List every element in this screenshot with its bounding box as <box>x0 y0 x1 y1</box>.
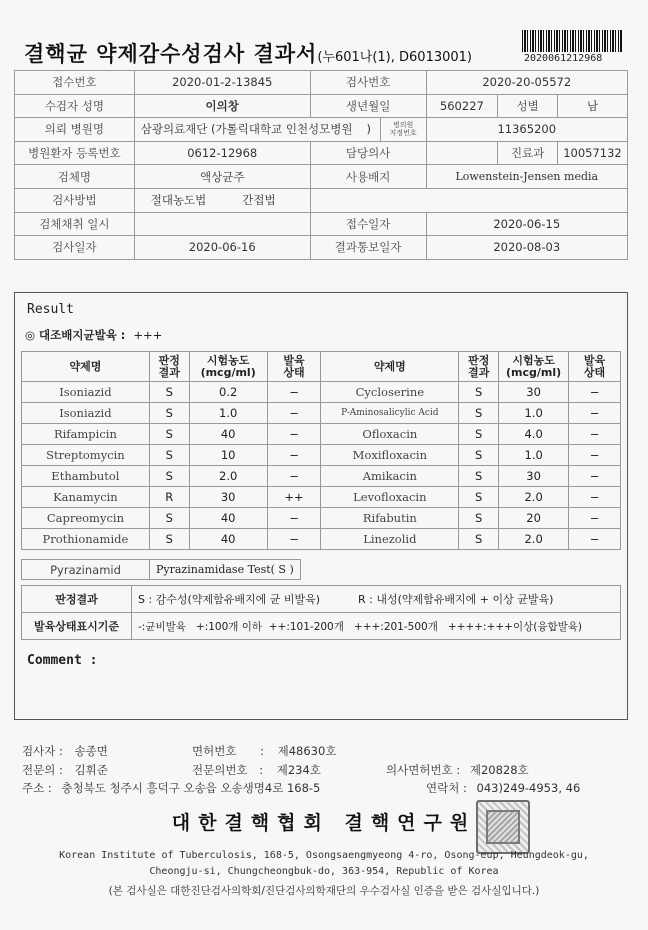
pyrazinamide-label: Pyrazinamid <box>22 560 150 580</box>
header-judge <box>149 352 189 382</box>
designation-label <box>380 118 426 142</box>
header-judge-right-1: 판정 <box>468 353 490 367</box>
table-row <box>22 403 621 424</box>
result: S <box>149 529 189 550</box>
method <box>134 188 310 212</box>
certification-note: (본 검사실은 대한진단검사의학회/진단검사의학재단의 우수검사실 인증을 받은 검사실입니다.) <box>108 885 540 897</box>
official-seal-inner <box>486 810 520 844</box>
patient-info-table <box>14 70 628 260</box>
drug-name-right: Amikacin <box>321 466 459 487</box>
license-line: 면허번호 : 제48630호 <box>192 744 337 758</box>
hospital-name: 삼광의료재단 (가톨릭대학교 인천성모병원 <box>140 122 353 137</box>
header-conc-1: 시험농도 <box>206 353 250 367</box>
info-row <box>15 188 628 212</box>
result: S <box>149 403 189 424</box>
pyrazinamide-value: Pyrazinamidase Test( S ) <box>150 560 301 580</box>
criteria-row <box>22 613 621 640</box>
concentration: 40 <box>189 424 267 445</box>
drug-table-body <box>22 352 621 550</box>
table-row <box>22 445 621 466</box>
header-conc-right <box>499 352 569 382</box>
control-growth-label: ◎ 대조배지균발육 : <box>25 328 126 342</box>
org-address-en-2: Cheongju-si, Chungcheongbuk-do, 363-954, Republic of Korea <box>149 866 499 877</box>
growth: − <box>267 424 321 445</box>
drug-name-right: Moxifloxacin <box>321 445 459 466</box>
concentration: 1.0 <box>189 403 267 424</box>
contact: 043)249-4953, 46 <box>476 781 581 795</box>
concentration-right: 2.0 <box>499 487 569 508</box>
drug-name-right: P-Aminosalicylic Acid <box>321 403 459 424</box>
criteria-table <box>21 585 621 640</box>
sex-label: 성별 <box>498 94 558 118</box>
drug-name: Rifampicin <box>22 424 150 445</box>
receive-date: 2020-06-15 <box>426 212 627 236</box>
license-label: 면허번호 <box>192 744 237 758</box>
header-drug-right: 약제명 <box>321 352 459 382</box>
header-judge-right <box>459 352 499 382</box>
reg-no-label: 병원환자 등록번호 <box>15 141 135 165</box>
pyrazinamide-row <box>22 560 301 580</box>
growth-right: − <box>569 466 621 487</box>
header-growth-right-1: 발육 <box>583 353 606 367</box>
control-growth <box>25 327 162 343</box>
result-section <box>14 292 628 720</box>
growth: − <box>267 466 321 487</box>
control-growth-value: +++ <box>133 328 163 342</box>
header-conc-2: (mcg/ml) <box>200 365 256 379</box>
hospital <box>134 118 380 142</box>
header-growth-1: 발육 <box>283 353 305 367</box>
dept-label: 진료과 <box>498 141 558 165</box>
tester-label: 검사자 : <box>22 744 63 758</box>
result-right: S <box>459 445 499 466</box>
test-date-label: 검사일자 <box>15 236 135 260</box>
barcode-number: 2020061212968 <box>524 53 603 64</box>
pyrazinamide-table <box>21 559 301 580</box>
header-judge-right-2: 결과 <box>468 365 490 379</box>
drug-name: Capreomycin <box>22 508 150 529</box>
concentration: 2.0 <box>189 466 267 487</box>
collect-date-label: 검체채취 일시 <box>15 212 135 236</box>
info-row <box>15 141 628 165</box>
contact-line <box>426 780 580 796</box>
license-no: 제48630호 <box>277 744 337 758</box>
result: S <box>149 382 189 403</box>
header-growth-right-2: 상태 <box>583 365 606 379</box>
judge-s: S : 감수성(약제함유배지에 균 비발육) <box>138 593 321 606</box>
drug-name: Kanamycin <box>22 487 150 508</box>
header-conc-right-1: 시험농도 <box>512 353 555 367</box>
designation-no: 11365200 <box>426 118 627 142</box>
method-2: 간접법 <box>242 193 276 208</box>
receipt-no: 2020-01-2-13845 <box>134 71 310 95</box>
doctor-label: 담당의사 <box>310 141 426 165</box>
address: 충청북도 청주시 흥덕구 오송읍 오송생명4로 168-5 <box>61 781 321 795</box>
result-title: Result <box>27 302 74 317</box>
specimen: 액상균주 <box>134 165 310 189</box>
specialist-no: 제234호 <box>276 763 321 777</box>
growth-criteria-label: 발육상태표시기준 <box>22 613 132 640</box>
result-right: S <box>459 529 499 550</box>
comment-label: Comment : <box>27 653 98 668</box>
collect-date <box>134 212 310 236</box>
specialist-no-label: 전문의번호 <box>192 763 248 777</box>
method-1: 절대농도법 <box>150 193 207 208</box>
result: S <box>149 466 189 487</box>
drug-table-header <box>22 352 621 382</box>
growth-right: − <box>569 403 621 424</box>
test-no-label: 검사번호 <box>310 71 426 95</box>
table-row <box>22 529 621 550</box>
doctor <box>426 141 498 165</box>
concentration: 30 <box>189 487 267 508</box>
concentration: 10 <box>189 445 267 466</box>
concentration-right: 1.0 <box>499 403 569 424</box>
header-conc-right-2: (mcg/ml) <box>506 365 562 379</box>
hospital-label: 의뢰 병원명 <box>15 118 135 142</box>
doctor-license-label: 의사면허번호 : <box>386 763 461 777</box>
concentration-right: 30 <box>499 466 569 487</box>
growth: − <box>267 403 321 424</box>
hospital-close: ) <box>366 122 371 137</box>
growth-right: − <box>569 382 621 403</box>
drug-name: Streptomycin <box>22 445 150 466</box>
growth-right: − <box>569 508 621 529</box>
drug-name: Prothionamide <box>22 529 150 550</box>
result: R <box>149 487 189 508</box>
test-date: 2020-06-16 <box>134 236 310 260</box>
result: S <box>149 508 189 529</box>
result-right: S <box>459 403 499 424</box>
report-date: 2020-08-03 <box>426 236 627 260</box>
growth-right: − <box>569 529 621 550</box>
reg-no: 0612-12968 <box>134 141 310 165</box>
receive-date-label: 접수일자 <box>310 212 426 236</box>
dept: 10057132 <box>557 141 627 165</box>
info-row <box>15 236 628 260</box>
specimen-label: 검체명 <box>15 165 135 189</box>
drug-name: Ethambutol <box>22 466 150 487</box>
tester-line <box>22 743 108 759</box>
specialist-no-line: 전문의번호 : 제234호 <box>192 763 321 777</box>
growth: − <box>267 529 321 550</box>
drug-name-right: Cycloserine <box>321 382 459 403</box>
drug-name: Isoniazid <box>22 382 150 403</box>
growth: − <box>267 508 321 529</box>
address-line <box>22 780 320 796</box>
org-address-en-1: Korean Institute of Tuberculosis, 168-5, Osongsaengmyeong 4-ro, Osong-eup, Heungdeok-gu, <box>59 850 589 861</box>
concentration: 0.2 <box>189 382 267 403</box>
table-row <box>22 424 621 445</box>
header-drug: 약제명 <box>22 352 150 382</box>
doctor-license-no: 제20828호 <box>469 763 529 777</box>
concentration-right: 20 <box>499 508 569 529</box>
table-row <box>22 466 621 487</box>
growth: − <box>267 382 321 403</box>
concentration-right: 1.0 <box>499 445 569 466</box>
header-growth-2: 상태 <box>283 365 305 379</box>
info-row <box>15 71 628 95</box>
growth: − <box>267 445 321 466</box>
report-title <box>24 38 472 68</box>
concentration-right: 2.0 <box>499 529 569 550</box>
info-row <box>15 165 628 189</box>
contact-label: 연락처 : <box>426 781 467 795</box>
drug-table <box>21 351 621 550</box>
info-row <box>15 212 628 236</box>
result-right: S <box>459 508 499 529</box>
growth-right: − <box>569 424 621 445</box>
result: S <box>149 445 189 466</box>
receipt-no-label: 접수번호 <box>15 71 135 95</box>
header-conc <box>189 352 267 382</box>
report-date-label: 결과통보일자 <box>310 236 426 260</box>
criteria-row <box>22 586 621 613</box>
result-right: S <box>459 487 499 508</box>
org-name: 대한결핵협회 결핵연구원 <box>171 812 477 834</box>
growth-criteria: -:균비발육 +:100개 이하 ++:101-200개 +++:201-500개 ++++:+++이상(융합발육) <box>132 613 621 640</box>
patient-name: 이의창 <box>134 94 310 118</box>
result-right: S <box>459 466 499 487</box>
drug-name-right: Rifabutin <box>321 508 459 529</box>
judge-label: 판정결과 <box>22 586 132 613</box>
medium-label: 사용배지 <box>310 165 426 189</box>
report-title-text: 결핵균 약제감수성검사 결과서 <box>24 41 318 66</box>
specialist: 김휘준 <box>74 763 108 777</box>
tester: 송종면 <box>74 744 108 758</box>
report-title-code: (누601나(1), D6013001) <box>317 50 473 65</box>
sex: 남 <box>557 94 627 118</box>
specialist-label: 전문의 : <box>22 763 63 777</box>
growth-right: − <box>569 487 621 508</box>
header-judge-1: 판정 <box>158 353 180 367</box>
birth-label: 생년월일 <box>310 94 426 118</box>
concentration-right: 30 <box>499 382 569 403</box>
drug-name-right: Levofloxacin <box>321 487 459 508</box>
test-no: 2020-20-05572 <box>426 71 627 95</box>
method-label: 검사방법 <box>15 188 135 212</box>
doctor-license-line <box>386 762 529 778</box>
drug-name: Isoniazid <box>22 403 150 424</box>
specialist-line <box>22 762 108 778</box>
drug-name-right: Linezolid <box>321 529 459 550</box>
designation-label-1: 병의원 <box>392 121 414 130</box>
designation-label-2: 지정번호 <box>389 129 417 138</box>
table-row <box>22 508 621 529</box>
header-judge-2: 결과 <box>158 365 180 379</box>
result-right: S <box>459 382 499 403</box>
info-row <box>15 118 628 142</box>
result-right: S <box>459 424 499 445</box>
concentration-right: 4.0 <box>499 424 569 445</box>
header-growth-right <box>569 352 621 382</box>
growth-right: − <box>569 445 621 466</box>
barcode <box>522 30 622 52</box>
result: S <box>149 424 189 445</box>
judge-values <box>132 586 621 613</box>
concentration: 40 <box>189 508 267 529</box>
header-growth <box>267 352 321 382</box>
method-empty <box>310 188 627 212</box>
drug-name-right: Ofloxacin <box>321 424 459 445</box>
concentration: 40 <box>189 529 267 550</box>
table-row <box>22 487 621 508</box>
patient-name-label: 수검자 성명 <box>15 94 135 118</box>
birth: 560227 <box>426 94 498 118</box>
address-label: 주소 : <box>22 781 52 795</box>
official-seal <box>476 800 530 854</box>
growth: ++ <box>267 487 321 508</box>
medium: Lowenstein-Jensen media <box>426 165 627 189</box>
info-row <box>15 94 628 118</box>
table-row <box>22 382 621 403</box>
judge-r: R : 내성(약제함유배지에 + 이상 균발육) <box>358 593 554 606</box>
